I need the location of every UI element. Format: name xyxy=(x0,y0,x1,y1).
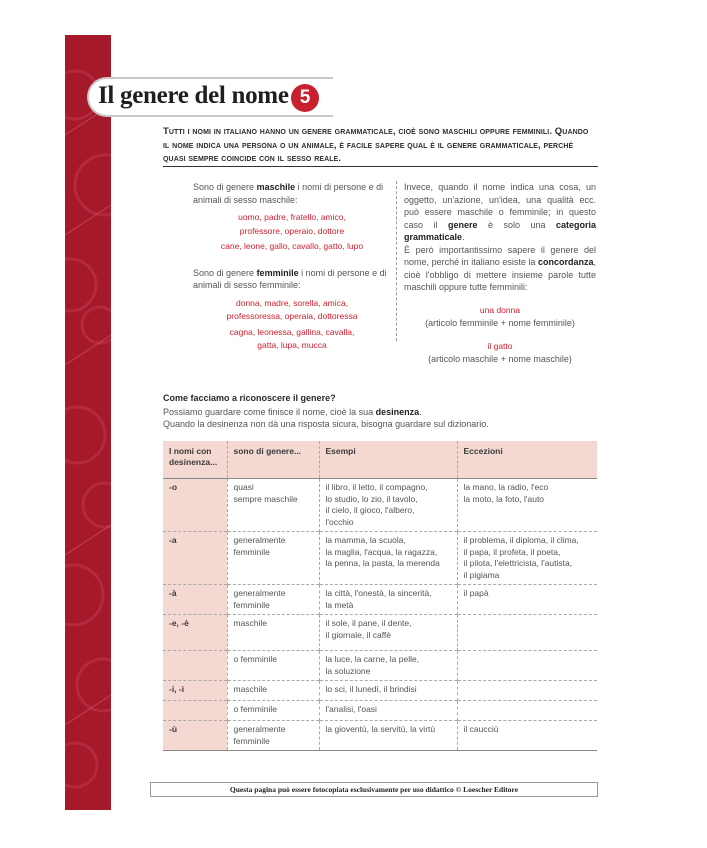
cell-end: -ù xyxy=(163,721,227,751)
right-paragraph-2 xyxy=(404,244,596,294)
text: . xyxy=(462,232,465,242)
masculine-definition xyxy=(193,181,391,206)
cell-eccezioni xyxy=(457,681,597,701)
example-line: una donna xyxy=(479,304,521,315)
example-line: il gatto xyxy=(487,340,513,351)
example-line: professore, operaio, dottore xyxy=(239,225,345,236)
cell-eccezioni: il papà xyxy=(457,585,597,615)
cell-eccezioni xyxy=(457,651,597,681)
text: è solo una xyxy=(477,219,556,230)
text: i nomi di persone e di animali di sesso femminile: xyxy=(193,267,387,290)
text: , cioè l'obbligo di mettere insieme parole tutte maschili oppure tutte femminili: xyxy=(404,257,596,292)
cell-esempi: il sole, il pane, il dente, il giornale, il caffè xyxy=(319,615,457,651)
cell-esempi: il libro, il letto, il compagno, lo studio, lo zio, il tavolo, il cielo, il gioco, l'albero, l'occhio xyxy=(319,479,457,532)
copyright-footer: Questa pagina può essere fotocopiata esclusivamente per uso didattico © Loescher Editore xyxy=(150,782,598,797)
cell-genere: generalmente femminile xyxy=(227,585,319,615)
cell-eccezioni: la mano, la radio, l'eco la moto, la foto, l'auto xyxy=(457,479,597,532)
keyword-desinenza: desinenza xyxy=(375,407,420,417)
table-row xyxy=(163,615,597,651)
keyword-concordanza: concordanza xyxy=(537,257,594,267)
section-text xyxy=(163,406,603,430)
keyword-maschile: maschile xyxy=(256,182,296,192)
agreement-example-1 xyxy=(404,304,596,330)
cell-esempi: la gioventù, la servitù, la virtù xyxy=(319,721,457,751)
keyword-genere: genere xyxy=(447,219,478,230)
text: Sono di genere xyxy=(193,182,257,192)
table-row xyxy=(163,585,597,615)
example-line: professoressa, operaia, dottoressa xyxy=(226,311,358,321)
table-row xyxy=(163,721,597,751)
cell-genere: o femminile xyxy=(227,701,319,721)
cell-end: -e, -è xyxy=(163,615,227,651)
cell-esempi: la città, l'onestà, la sincerità, la metà xyxy=(319,585,457,615)
decorative-pattern xyxy=(65,35,111,810)
cell-genere: quasi sempre maschile xyxy=(227,479,319,532)
cell-esempi: lo sci, il lunedì, il brindisi xyxy=(319,681,457,701)
endings-table xyxy=(163,441,597,751)
cell-eccezioni xyxy=(457,701,597,721)
cell-esempi: l'analisi, l'oasi xyxy=(319,701,457,721)
page-title: Il genere del nome xyxy=(98,82,289,109)
header-genere: sono di genere... xyxy=(227,441,319,479)
example-line: donna, madre, sorella, amica, xyxy=(236,297,348,308)
example-line: gatta, lupa, mucca xyxy=(257,340,327,350)
header-esempi: Esempi xyxy=(319,441,457,479)
keyword-categoria: categoria grammaticale xyxy=(404,219,596,242)
cell-end xyxy=(163,701,227,721)
table-row xyxy=(163,651,597,681)
cell-genere: o femminile xyxy=(227,651,319,681)
text: i nomi di persone e di animali di sesso maschile: xyxy=(193,182,384,205)
text: Quando la desinenza non dà una risposta sicura, bisogna guardare sul dizionario. xyxy=(163,419,489,429)
table-row xyxy=(163,681,597,701)
cell-esempi: la mamma, la scuola, la maglia, l'acqua, la ragazza, la penna, la pasta, la merenda xyxy=(319,532,457,585)
header-eccezioni: Eccezioni xyxy=(457,441,597,479)
keyword-femminile: femminile xyxy=(256,267,299,278)
example-line: cagna, leonessa, gallina, cavalla, xyxy=(229,326,355,337)
table-row xyxy=(163,532,597,585)
cell-eccezioni: il caucciù xyxy=(457,721,597,751)
cell-end: -à xyxy=(163,585,227,615)
cell-end: -i, -ì xyxy=(163,681,227,701)
intro-divider xyxy=(163,166,598,167)
cell-genere: maschile xyxy=(227,615,319,651)
cell-end: -a xyxy=(163,532,227,585)
feminine-examples xyxy=(193,297,391,353)
table-row xyxy=(163,479,597,532)
chapter-number-badge: 5 xyxy=(291,84,319,112)
right-column xyxy=(404,181,596,366)
example-note: (articolo maschile + nome maschile) xyxy=(428,354,572,364)
table-header-row xyxy=(163,441,597,479)
feminine-definition xyxy=(193,267,391,292)
header-desinenza: I nomi con desinenza... xyxy=(163,441,227,479)
agreement-example-2 xyxy=(404,340,596,366)
cell-genere: generalmente femminile xyxy=(227,532,319,585)
decorative-side-strip xyxy=(65,35,111,810)
table-row xyxy=(163,701,597,721)
cell-end: -o xyxy=(163,479,227,532)
cell-eccezioni: il problema, il diploma, il clima, il papa, il profeta, il poeta, il pilota, l'elettricista, l'autista, il pigiama xyxy=(457,532,597,585)
cell-esempi: la luce, la carne, la pelle, la soluzione xyxy=(319,651,457,681)
text: Sono di genere xyxy=(193,267,257,278)
cell-genere: maschile xyxy=(227,681,319,701)
cell-genere: generalmente femminile xyxy=(227,721,319,751)
example-note: (articolo femminile + nome femminile) xyxy=(425,318,575,328)
column-divider xyxy=(396,181,398,341)
section-heading: Come facciamo a riconoscere il genere? xyxy=(163,393,336,403)
cell-end xyxy=(163,651,227,681)
intro-paragraph: Tutti i nomi in italiano hanno un genere grammaticale, cioè sono maschili oppure femminili. Quando il nome indica una persona o un animale, è facile sapere qual è il genere grammaticale, perché quasi sempre coincide con il sesso reale. xyxy=(163,126,589,165)
example-line: uomo, padre, fratello, amico, xyxy=(238,212,346,222)
text: È però importantissimo sapere il genere del nome, perché in italiano esiste la xyxy=(404,244,596,267)
text: . xyxy=(419,407,422,417)
left-column xyxy=(193,181,391,353)
example-line: cane, leone, gallo, cavallo, gatto, lupo xyxy=(220,241,364,251)
masculine-examples xyxy=(193,211,391,254)
cell-eccezioni xyxy=(457,615,597,651)
text: Invece, quando il nome indica una cosa, un oggetto, un'azione, un'idea, una qualità ecc. può essere maschile o femminile; in questo caso il xyxy=(404,182,596,230)
text: Possiamo guardare come finisce il nome, cioè la sua xyxy=(163,407,376,417)
right-paragraph-1 xyxy=(404,181,596,244)
